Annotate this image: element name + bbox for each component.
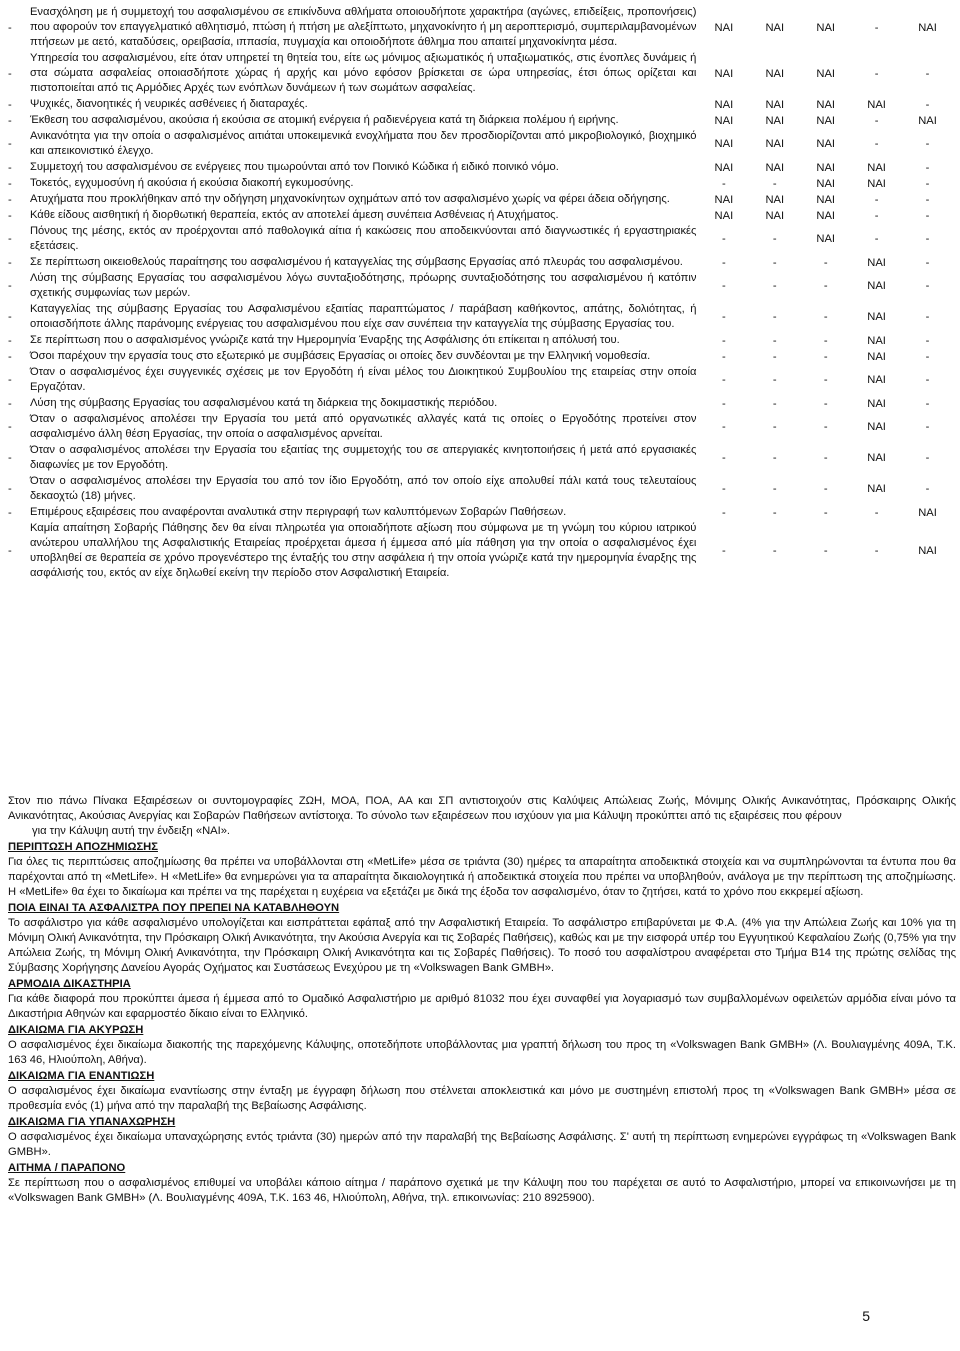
coverage-mark: - (722, 256, 726, 269)
coverage-mark: - (925, 483, 930, 495)
coverage-mark: ΝΑΙ (765, 138, 785, 150)
coverage-mark: ΝΑΙ (714, 67, 734, 80)
exclusion-row (8, 255, 953, 271)
coverage-mark: - (772, 233, 777, 245)
list-dash: - (8, 161, 12, 174)
complaint-text: Σε περίπτωση που ο ασφαλισμένος επιθυμεί να υποβάλει κάποιο αίτημα / παράπονο σχετικά με την Κάλυψη που του παρέχεται σε αυτό το Ασφαλιστήριο, μπορεί να επικοινωνήσει με τη «Volkswagen Bank GMBH» (Λ. Βουλιαγμένης 409Α, Τ.Κ. 163 46, Ηλιούπολη, Αθήνα, τηλ. επικοινωνίας: 210 8925900). (8, 1177, 956, 1204)
exclusion-row (8, 505, 953, 521)
coverage-mark: - (823, 374, 828, 386)
coverage-mark: ΝΑΙ (765, 193, 785, 206)
list-dash: - (8, 98, 12, 111)
coverage-mark: - (772, 421, 777, 433)
coverage-mark: - (772, 350, 777, 363)
list-dash: - (8, 114, 12, 127)
coverage-mark: - (925, 350, 930, 363)
coverage-mark: - (722, 233, 726, 245)
coverage-mark: - (925, 98, 930, 111)
coverage-mark: - (772, 256, 777, 269)
list-dash: - (8, 256, 12, 269)
exclusion-row (8, 97, 953, 113)
exclusion-row (8, 113, 953, 129)
coverage-mark: ΝΑΙ (816, 67, 836, 80)
coverage-mark: - (823, 280, 828, 292)
coverage-mark: ΝΑΙ (816, 161, 836, 174)
coverage-mark: ΝΑΙ (918, 506, 937, 519)
court-heading: ΑΡΜΟΔΙΑ ΔΙΚΑΣΤΗΡΙΑ (8, 978, 131, 990)
coverage-mark: - (874, 545, 879, 557)
coverage-mark: ΝΑΙ (816, 114, 836, 127)
coverage-mark: - (925, 177, 930, 190)
exclusion-row (8, 208, 953, 224)
coverage-mark: - (772, 483, 777, 495)
exclusion-row (8, 474, 953, 505)
coverage-mark: ΝΑΙ (714, 161, 734, 174)
exclusion-text: Όσοι παρέχουν την εργασία τους στο εξωτερικό με συμβάσεις Εργασίας οι οποίες δεν συνδέονται με την Ελληνική νομοθεσία. (29, 350, 651, 362)
coverage-mark: ΝΑΙ (867, 280, 886, 292)
exclusions-table-body (8, 5, 953, 582)
coverage-mark: - (722, 506, 726, 519)
coverage-mark: - (925, 161, 930, 174)
list-dash: - (8, 233, 12, 245)
exclusion-text: Πόνους της μέσης, εκτός αν προέρχονται από παθολογικά αίτια ή κακώσεις που αποδεικνύονται από διαγνωστικές ή εργαστηριακές εξετάσεις. (29, 225, 697, 252)
claims-heading: ΠΕΡΙΠΤΩΣΗ ΑΠΟΖΗΜΙΩΣΗΣ (8, 841, 158, 853)
coverage-mark: ΝΑΙ (714, 21, 734, 34)
coverage-mark: - (823, 256, 828, 269)
withdrawal-heading: ΔΙΚΑΙΩΜΑ ΓΙΑ ΥΠΑΝΑΧΩΡΗΣΗ (8, 1116, 176, 1128)
coverage-mark: - (823, 483, 828, 495)
coverage-mark: - (823, 397, 828, 410)
exclusion-text: Ψυχικές, διανοητικές ή νευρικές ασθένειες ή διαταραχές. (29, 98, 308, 110)
coverage-mark: ΝΑΙ (867, 98, 886, 111)
coverage-mark: ΝΑΙ (714, 138, 734, 150)
coverage-mark: ΝΑΙ (714, 193, 734, 206)
coverage-mark: - (722, 545, 726, 557)
coverage-mark: - (925, 374, 930, 386)
coverage-mark: - (925, 334, 930, 347)
claims-text: Για όλες τις περιπτώσεις αποζημίωσης θα πρέπει να υποβάλλονται στη «MetLife» μέσα σε τριάντα (30) ημέρες τα απαραίτητα αποδεικτικά στοιχεία και να συμπληρώνονται τα έντυπα που θα παρέχονται από τη «MetLife». Η «MetLife» θα ενημερώνει για τα απαραίτητα δικαιολογητικά ή αποδεικτικά στοιχεία που πρέπει να υποβληθούν, ανάλογα με την περίπτωση της αποζημίωσης. Η «MetLife» θα έχει το δικαίωμα και πρέπει να της παρέχεται η ευχέρεια να εξετάζει με δικά της έξοδα τον ασφαλισμένο, όταν το ζητήσει, κατά το χρόνο που εκκρεμεί αξίωση. (8, 856, 956, 898)
coverage-mark: - (874, 138, 879, 150)
exclusion-text: Σε περίπτωση που ο ασφαλισμένος γνώριζε κατά την Ημερομηνία Έναρξης της Ασφάλισης ότι επίκειται η απόλυσή του. (29, 334, 620, 346)
list-dash: - (8, 506, 12, 519)
exclusion-row (8, 365, 953, 396)
coverage-mark: - (772, 177, 777, 190)
exclusion-text: Όταν ο ασφαλισμένος απολέσει την Εργασία του από τον ίδιο Εργοδότη, από τον οποίο είχε απολυθεί πάλι κατά τους τελευταίους δεκαοχτώ (18) μήνες. (29, 475, 697, 502)
exclusion-text: Έκθεση του ασφαλισμένου, ακούσια ή εκούσια σε ατομική ενέργεια ή ραδιενέργεια κατά τη διάρκεια πολέμου ή ειρήνης. (29, 114, 619, 126)
coverage-mark: ΝΑΙ (867, 311, 886, 323)
coverage-mark: - (925, 452, 930, 464)
exclusion-row (8, 333, 953, 349)
page-number: 5 (862, 1308, 870, 1324)
coverage-mark: - (874, 233, 879, 245)
exclusion-row (8, 192, 953, 208)
coverage-mark: - (722, 483, 726, 495)
exclusion-row (8, 412, 953, 443)
coverage-mark: - (874, 193, 879, 206)
coverage-mark: - (772, 280, 777, 292)
list-dash: - (8, 397, 12, 410)
coverage-mark: - (722, 334, 726, 347)
coverage-mark: - (772, 397, 777, 410)
coverage-mark: ΝΑΙ (918, 21, 937, 34)
exclusion-text: Καταγγελίας της σύμβασης Εργασίας του Ασφαλισμένου εξαιτίας παραπτώματος / παράβαση καθήκοντος, απάτης, δολιότητας, ή οποιασδήποτε άλλης παράνομης ενέργειας του ασφαλισμένου που είχε σαν συνέπεια την καταγγελία της σύμβασης Εργασίας του. (29, 303, 697, 330)
exclusion-text: Συμμετοχή του ασφαλισμένου σε ενέργειες που τιμωρούνται από τον Ποινικό Κώδικα ή ειδικό ποινικό νόμο. (29, 161, 559, 173)
coverage-mark: - (722, 311, 726, 323)
coverage-mark: - (925, 311, 930, 323)
exclusion-row (8, 176, 953, 192)
exclusion-text: Λύση της σύμβασης Εργασίας του ασφαλισμένου λόγω συνταξιοδότησης, πρόωρης συνταξιοδότησης του ασφαλισμένου ή κατόπιν σχετικής συμφωνίας των μερών. (29, 272, 697, 299)
coverage-mark: - (874, 67, 879, 80)
exclusion-text: Λύση της σύμβασης Εργασίας του ασφαλισμένου κατά τη διάρκεια της δοκιμαστικής περιόδου. (29, 397, 498, 409)
coverage-mark: - (823, 545, 828, 557)
coverage-mark: ΝΑΙ (714, 98, 734, 111)
exclusion-text: Σε περίπτωση οικειοθελούς παραίτησης του ασφαλισμένου ή καταγγελίας της σύμβασης Εργασίας από πλευράς του ασφαλισμένου. (29, 256, 683, 268)
coverage-mark: ΝΑΙ (867, 452, 886, 464)
list-dash: - (8, 421, 12, 433)
coverage-mark: - (925, 256, 930, 269)
exclusion-text: Ενασχόληση με ή συμμετοχή του ασφαλισμένου σε επικίνδυνα αθλήματα οποιουδήποτε χαρακτήρα (αγώνες, επιδείξεις, προπονήσεις) που αφορούν τον επαγγελματικό αθλητισμό, πτώση ή πτήση με αλεξίπτωτο, μηχανοκίνητο ή μη αεροπτερισμό, συμπεριλαμβανομένων πτήσεων με αετό, καταδύσεις, ορειβασία, ιππασία, πυγμαχία και οποιοδήποτε άθλημα που απαιτεί μηχανοκίνητα μέσα. (29, 6, 697, 48)
coverage-mark: - (722, 421, 726, 433)
coverage-mark: - (722, 374, 726, 386)
coverage-mark: - (925, 67, 930, 80)
exclusion-text: Ανικανότητα για την οποία ο ασφαλισμένος αιτιάται υποκειμενικά ενοχλήματα που δεν προσδιορίζονται από μικροβιολογικό, βιοχημικό και απεικονιστικό έλεγχο. (29, 130, 697, 157)
coverage-mark: ΝΑΙ (765, 67, 785, 80)
coverage-mark: ΝΑΙ (867, 483, 886, 495)
coverage-mark: - (823, 311, 828, 323)
list-dash: - (8, 452, 12, 464)
coverage-mark: - (925, 421, 930, 433)
list-dash: - (8, 334, 12, 347)
coverage-mark: - (772, 452, 777, 464)
coverage-mark: ΝΑΙ (867, 374, 886, 386)
exclusions-table (8, 5, 953, 582)
premiums-text: Το ασφάλιστρο για κάθε ασφαλισμένο υπολογίζεται και εισπράττεται εφάπαξ από την Ασφαλιστική Εταιρεία. Το ασφάλιστρο επιβαρύνεται με Φ.Α. (4% για την Απώλεια Ζωής και 10% για τη Μόνιμη Ολική Ανικανότητα, την Πρόσκαιρη Ολική Ανικανότητα, την Ακούσια Ανεργία και τις Σοβαρές Παθήσεις), καθώς και με την εισφορά υπέρ του Εγγυητικού Κεφαλαίου Ζωής (0,75% για την Απώλεια Ζωής, τη Μόνιμη Ολική Ανικανότητα, την Πρόσκαιρη Ολική Ανικανότητα και τις Σοβαρές Παθήσεις). Το ποσό του ασφαλίστρου αναφέρεται στο Τμήμα Β14 της πρώτης σελίδας της Σύμβασης Χορήγησης Δανείου Αγοράς Οχήματος και Συστάσεως Ενεχύρου με τη «Volkswagen Bank GMBH». (8, 917, 956, 974)
coverage-mark: ΝΑΙ (816, 21, 836, 34)
list-dash: - (8, 280, 12, 292)
coverage-mark: ΝΑΙ (867, 177, 886, 190)
coverage-mark: - (823, 506, 828, 519)
exclusion-row (8, 349, 953, 365)
coverage-mark: ΝΑΙ (918, 114, 937, 127)
list-dash: - (8, 21, 12, 34)
coverage-mark: - (874, 114, 879, 127)
list-dash: - (8, 311, 12, 323)
exclusion-text: Κάθε είδους αισθητική ή διορθωτική θεραπεία, εκτός αν αποτελεί άμεση συνέπεια Ασθένειας ή Ατυχήματος. (29, 209, 559, 221)
withdrawal-text: Ο ασφαλισμένος έχει δικαίωμα υπαναχώρησης εντός τριάντα (30) ημερών από την παραλαβή της Βεβαίωσης Ασφάλισης. Σ' αυτή τη περίπτωση ενημερώνει εγγράφως τη «Volkswagen Bank GMBH». (8, 1131, 956, 1158)
coverage-mark: ΝΑΙ (765, 209, 785, 222)
coverage-mark: - (823, 334, 828, 347)
coverage-mark: ΝΑΙ (867, 397, 886, 410)
coverage-mark: - (823, 452, 828, 464)
coverage-mark: ΝΑΙ (816, 138, 836, 150)
list-dash: - (8, 545, 12, 557)
exclusion-row (8, 302, 953, 333)
coverage-mark: ΝΑΙ (765, 98, 785, 111)
coverage-mark: - (925, 209, 930, 222)
exclusion-row (8, 51, 953, 97)
abbreviations-note-line-1: Στον πιο πάνω Πίνακα Εξαιρέσεων οι συντομογραφίες ΖΩΗ, ΜΟΑ, ΠΟΑ, ΑΑ και ΣΠ αντιστοιχούν στις Καλύψεις Απώλειας Ζωής, Μόνιμης Ολικής Ανικανότητας, Πρόσκαιρης Ολικής Ανικανότητας, Ακούσιας Ανεργίας και Σοβαρών Παθήσεων αντίστοιχα. Το σύνολο των εξαιρέσεων που ισχύουν για μια Κάλυψη προκύπτει από τις εξαιρέσεις που φέρουν (8, 795, 956, 822)
exclusion-row (8, 271, 953, 302)
list-dash: - (8, 209, 12, 222)
list-dash: - (8, 67, 12, 80)
coverage-mark: ΝΑΙ (765, 161, 785, 174)
document-body (8, 794, 956, 1206)
coverage-mark: - (925, 280, 930, 292)
premiums-heading: ΠΟΙΑ ΕΙΝΑΙ ΤΑ ΑΣΦΑΛΙΣΤΡΑ ΠΟΥ ΠΡΕΠΕΙ ΝΑ ΚΑΤΑΒΛΗΘΟΥΝ (8, 902, 340, 914)
coverage-mark: ΝΑΙ (918, 545, 937, 557)
coverage-mark: ΝΑΙ (867, 421, 886, 433)
coverage-mark: - (722, 397, 726, 410)
list-dash: - (8, 177, 12, 190)
coverage-mark: - (772, 311, 777, 323)
coverage-mark: ΝΑΙ (867, 350, 886, 363)
exclusion-row (8, 129, 953, 160)
coverage-mark: ΝΑΙ (714, 209, 734, 222)
exclusion-row (8, 5, 953, 51)
coverage-mark: - (874, 209, 879, 222)
coverage-mark: - (722, 280, 726, 292)
coverage-mark: ΝΑΙ (867, 256, 886, 269)
list-dash: - (8, 374, 12, 386)
coverage-mark: - (722, 452, 726, 464)
cancellation-heading: ΔΙΚΑΙΩΜΑ ΓΙΑ ΑΚΥΡΩΣΗ (8, 1024, 144, 1036)
coverage-mark: - (772, 545, 777, 557)
abbreviations-note-line-2: για την Κάλυψη αυτή την ένδειξη «ΝΑΙ». (32, 825, 231, 837)
coverage-mark: - (722, 177, 726, 190)
exclusion-text: Όταν ο ασφαλισμένος απολέσει την Εργασία του μετά από οργανωτικές αλλαγές κατά τις οποίες ο Εργοδότης προτείνει στον ασφαλισμένο άλλη θέση Εργασίας, την οποία ο ασφαλισμένος αρνείται. (29, 413, 697, 440)
coverage-mark: - (925, 397, 930, 410)
coverage-mark: - (772, 374, 777, 386)
coverage-mark: - (925, 233, 930, 245)
coverage-mark: - (823, 421, 828, 433)
exclusion-text: Επιμέρους εξαιρέσεις που αναφέρονται αναλυτικά στην περιγραφή των καλυπτόμενων Σοβαρών Παθήσεων. (29, 506, 567, 518)
list-dash: - (8, 483, 12, 495)
coverage-mark: - (722, 350, 726, 363)
coverage-mark: ΝΑΙ (816, 193, 836, 206)
abbreviations-note (8, 794, 956, 839)
coverage-mark: - (772, 334, 777, 347)
list-dash: - (8, 193, 12, 206)
list-dash: - (8, 138, 12, 150)
coverage-mark: ΝΑΙ (816, 177, 836, 190)
coverage-mark: ΝΑΙ (867, 334, 886, 347)
cancellation-text: Ο ασφαλισμένος έχει δικαίωμα διακοπής της παρεχόμενης Κάλυψης, οποτεδήποτε υποβάλλοντας μια γραπτή δήλωση του προς τη «Volkswagen Bank GMBH» (Λ. Βουλιαγμένης 409Α, Τ.Κ. 163 46, Ηλιούπολη, Αθήνα). (8, 1039, 956, 1066)
coverage-mark: - (823, 350, 828, 363)
coverage-mark: - (925, 193, 930, 206)
complaint-heading: ΑΙΤΗΜΑ / ΠΑΡΑΠΟΝΟ (8, 1162, 126, 1174)
exclusion-text: Ατυχήματα που προκλήθηκαν από την οδήγηση μηχανοκίνητων οχημάτων από τον ασφαλισμένο χωρίς να φέρει άδεια οδήγησης. (29, 193, 670, 205)
exclusion-row (8, 224, 953, 255)
coverage-mark: ΝΑΙ (816, 98, 836, 111)
coverage-mark: - (925, 138, 930, 150)
coverage-mark: ΝΑΙ (714, 114, 734, 127)
court-text: Για κάθε διαφορά που προκύπτει άμεσα ή έμμεσα από το Ομαδικό Ασφαλιστήριο με αριθμό 81032 που έχει συναφθεί για λογαριασμό των συμβαλλομένων οφειλετών αρμόδια είναι μόνο τα Δικαστήρια Αθηνών και εφαρμοστέο δίκαιο είναι το Ελληνικό. (8, 993, 956, 1020)
exclusion-text: Καμία απαίτηση Σοβαρής Πάθησης δεν θα είναι πληρωτέα για οποιαδήποτε αξίωση που σύμφωνα με τη γνώμη του κύριου ιατρικού ανώτερου υπαλλήλου της Ασφαλιστικής Εταιρείας προέρχεται άμεσα ή έμμεσα από μία πάθηση για την οποία ο ασφαλισμένος έχει υποβληθεί σε θεραπεία σε χρόνο προγενέστερο της ένταξής του στην ασφάλεια ή την οποία γνώριζε κατά την ημερομηνία έναρξης της ασφάλισής του, εκτός αν είχε δηλωθεί εκείνη την περίοδο στον Ασφαλιστική Εταιρεία. (29, 522, 697, 579)
coverage-mark: ΝΑΙ (816, 233, 836, 245)
exclusion-row (8, 521, 953, 582)
coverage-mark: ΝΑΙ (765, 21, 785, 34)
exclusion-row (8, 160, 953, 176)
coverage-mark: ΝΑΙ (867, 161, 886, 174)
coverage-mark: ΝΑΙ (816, 209, 836, 222)
objection-text: Ο ασφαλισμένος έχει δικαίωμα εναντίωσης στην ένταξη με έγγραφη δήλωση που στέλνεται αποκλειστικά και μόνο με συστημένη επιστολή προς τη «Volkswagen Bank GMBH» μέσα σε προθεσμία ενός (1) μήνα από την παραλαβή της Βεβαίωσης Ασφάλισης. (8, 1085, 956, 1112)
coverage-mark: - (772, 506, 777, 519)
exclusion-row (8, 396, 953, 412)
exclusion-text: Όταν ο ασφαλισμένος έχει συγγενικές σχέσεις με τον Εργοδότη ή είναι μέλος του Διοικητικού Συμβουλίου της εταιρείας στην οποία Εργαζόταν. (29, 366, 697, 393)
exclusion-text: Όταν ο ασφαλισμένος απολέσει την Εργασία του εξαιτίας της συμμετοχής του σε απεργιακές κινητοποιήσεις ή μετά από εργασιακές διαφωνίες με τον Εργοδότη. (29, 444, 697, 471)
exclusion-row (8, 443, 953, 474)
exclusion-text: Υπηρεσία του ασφαλισμένου, είτε όταν υπηρετεί τη θητεία του, είτε ως μόνιμος αξιωματικός ή υπαξιωματικός, στις ένοπλες δυνάμεις ή στα σώματα ασφαλείας οποιασδήποτε χώρας ή αρχής και μόνο εφόσον βρίσκεται σε ώρα υπηρεσίας, έτσι όπως ορίζεται και πιστοποιείται από τις Αρμόδιες Αρχές των ενόπλων δυνάμεων ή των σωμάτων ασφαλείας. (29, 52, 697, 94)
coverage-mark: ΝΑΙ (765, 114, 785, 127)
list-dash: - (8, 350, 12, 363)
objection-heading: ΔΙΚΑΙΩΜΑ ΓΙΑ ΕΝΑΝΤΙΩΣΗ (8, 1070, 155, 1082)
coverage-mark: - (874, 506, 879, 519)
exclusion-text: Τοκετός, εγχυμοσύνη ή ακούσια ή εκούσια διακοπή εγκυμοσύνης. (29, 177, 354, 189)
coverage-mark: - (874, 21, 879, 34)
